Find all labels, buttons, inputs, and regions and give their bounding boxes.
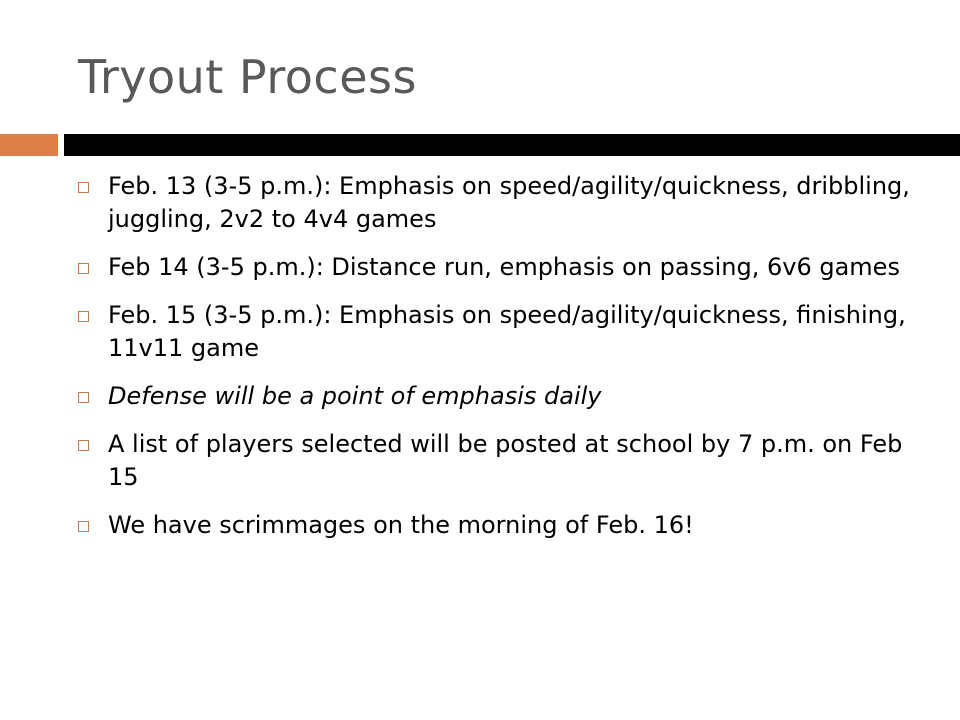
bullet-text: Defense will be a point of emphasis daily bbox=[108, 382, 602, 410]
slide-title: Tryout Process bbox=[78, 50, 417, 104]
bullet-list bbox=[78, 170, 938, 557]
bullet-text: We have scrimmages on the morning of Feb. 16! bbox=[108, 511, 694, 539]
square-outline-icon bbox=[78, 182, 89, 193]
square-outline-icon bbox=[78, 521, 89, 532]
bullet-item bbox=[78, 251, 938, 284]
bullet-text: Feb. 13 (3-5 p.m.): Emphasis on speed/agility/quickness, dribbling, juggling, 2v2 to 4v4 games bbox=[108, 172, 910, 233]
bullet-item bbox=[78, 428, 938, 494]
bullet-item bbox=[78, 509, 938, 542]
bullet-item bbox=[78, 299, 938, 365]
square-outline-icon bbox=[78, 263, 89, 274]
bullet-item bbox=[78, 380, 938, 413]
bullet-text: A list of players selected will be posted at school by 7 p.m. on Feb 15 bbox=[108, 430, 903, 491]
bullet-text: Feb. 15 (3-5 p.m.): Emphasis on speed/agility/quickness, finishing, 11v11 game bbox=[108, 301, 906, 362]
title-underline-bar bbox=[64, 134, 960, 156]
square-outline-icon bbox=[78, 440, 89, 451]
bullet-text: Feb 14 (3-5 p.m.): Distance run, emphasis on passing, 6v6 games bbox=[108, 253, 900, 281]
bullet-item bbox=[78, 170, 938, 236]
accent-bar bbox=[0, 134, 58, 156]
square-outline-icon bbox=[78, 392, 89, 403]
square-outline-icon bbox=[78, 311, 89, 322]
